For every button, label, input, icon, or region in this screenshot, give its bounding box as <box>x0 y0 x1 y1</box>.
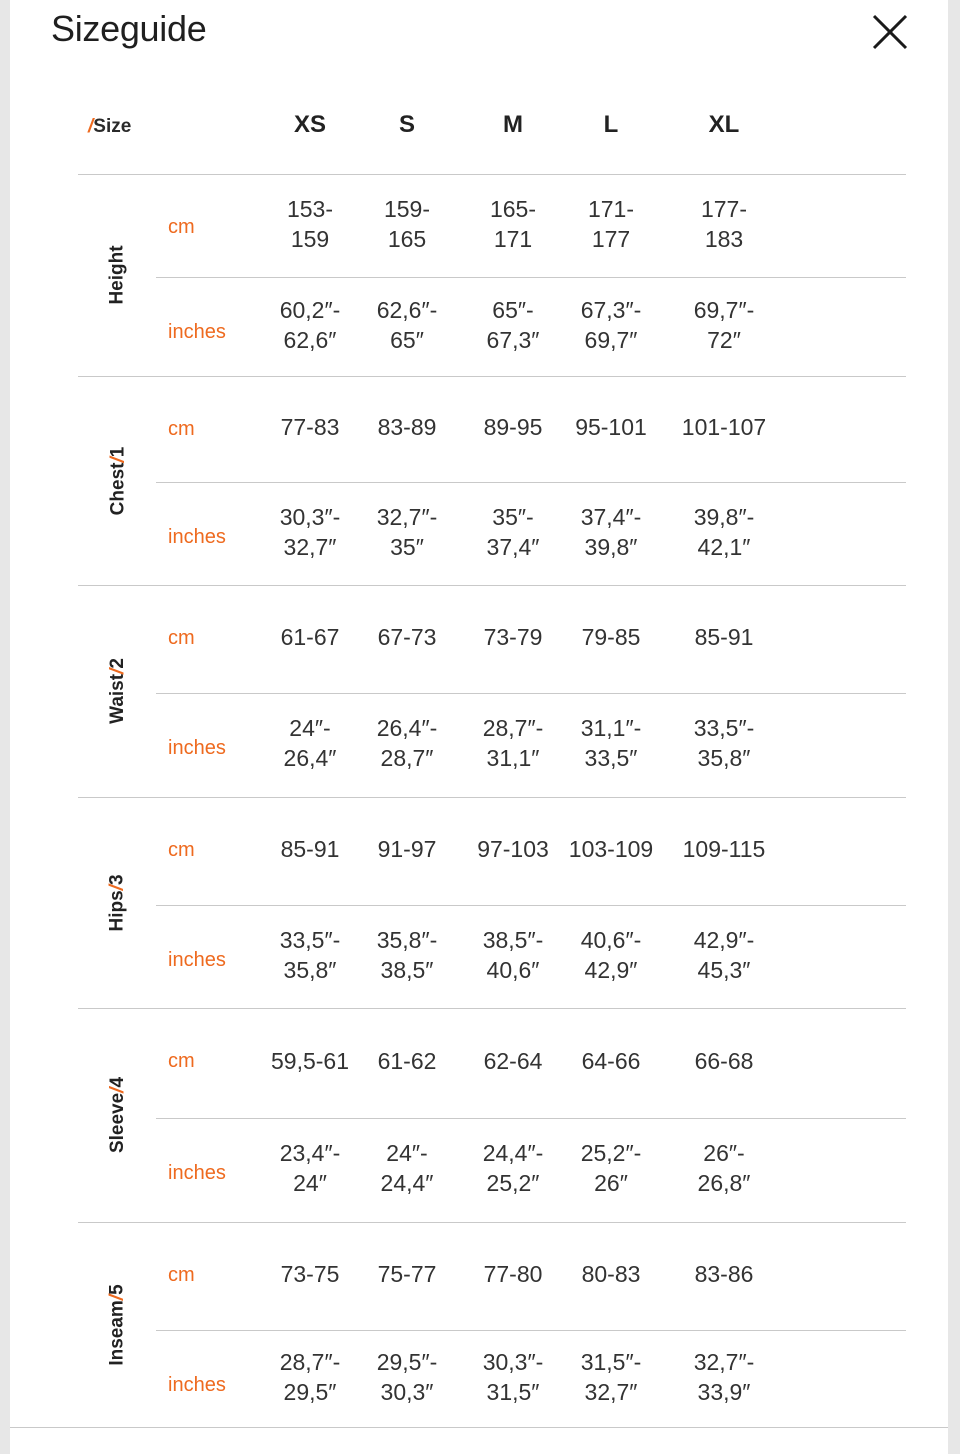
cell-line: 97-103 <box>477 836 549 862</box>
group-divider <box>78 585 906 586</box>
row-divider <box>156 277 906 278</box>
group-name: Height <box>107 245 129 305</box>
table-cell <box>458 1138 568 1198</box>
cell-line: 67,3″- <box>580 296 642 323</box>
cell-line: 61-67 <box>280 624 340 650</box>
cell-line: 101-107 <box>681 414 767 440</box>
table-cell <box>669 502 779 562</box>
group-divider <box>78 1222 906 1223</box>
cell-line: 159- <box>383 195 431 222</box>
cell-line: 35,8″- <box>376 926 438 953</box>
cell-line: 38,5″- <box>482 926 544 953</box>
group-name: Chest <box>107 462 128 515</box>
table-cell <box>556 502 666 562</box>
table-cell <box>669 622 779 652</box>
size-header-xs: XS <box>293 111 326 138</box>
cell-line: 35″ <box>390 533 424 560</box>
table-cell <box>556 1046 666 1076</box>
size-header-l: L <box>603 111 619 138</box>
table-cell <box>255 925 365 985</box>
cell-line: 30,3″- <box>482 1348 544 1375</box>
unit-label-inches: inches <box>168 321 226 343</box>
table-cell <box>458 622 568 652</box>
table-cell <box>352 502 462 562</box>
group-slash: / <box>107 884 129 890</box>
table-cell <box>255 295 365 355</box>
cell-line: 171- <box>587 195 635 222</box>
group-label-sleeve <box>106 1008 130 1222</box>
cell-line: 35,8″ <box>283 956 337 983</box>
cell-line: 31,1″ <box>486 745 540 771</box>
cell-line: 95-101 <box>575 414 647 440</box>
cell-line: 91-97 <box>377 836 437 862</box>
table-cell <box>255 412 365 442</box>
table-cell <box>352 1138 462 1198</box>
cell-line: 32,7″ <box>584 1378 638 1405</box>
group-slash: / <box>107 1294 128 1300</box>
table-cell <box>556 925 666 985</box>
cell-line: 28,7″- <box>279 1348 341 1375</box>
cell-line: 45,3″ <box>697 956 751 983</box>
table-cell <box>255 713 365 773</box>
unit-label-cm: cm <box>168 1264 195 1286</box>
cell-line: 79-85 <box>581 624 641 650</box>
cell-line: 83-86 <box>694 1261 754 1287</box>
table-cell <box>669 295 779 355</box>
cell-line: 65″- <box>492 296 534 323</box>
cell-line: 103-109 <box>568 836 654 862</box>
table-cell <box>556 1347 666 1407</box>
table-cell <box>352 1046 462 1076</box>
cell-line: 30,3″- <box>279 503 341 530</box>
table-cell <box>669 194 779 254</box>
cell-line: 183 <box>704 225 744 252</box>
cell-line: 38,5″ <box>380 956 434 983</box>
cell-line: 40,6″- <box>580 926 642 953</box>
cell-line: 35,8″ <box>697 745 751 771</box>
cell-line: 23,4″- <box>279 1140 341 1166</box>
cell-line: 29,5″- <box>376 1348 438 1375</box>
group-slash: / <box>107 668 129 674</box>
group-name: Sleeve <box>107 1092 128 1154</box>
row-divider <box>156 482 906 483</box>
group-label-inseam <box>106 1222 130 1427</box>
cell-line: 31,1″- <box>580 715 642 741</box>
size-header-m: M <box>503 111 523 138</box>
row-divider <box>156 693 906 694</box>
cell-line: 77-80 <box>483 1261 543 1287</box>
unit-label-cm: cm <box>168 627 195 649</box>
cell-line: 69,7″ <box>584 326 638 353</box>
table-cell <box>255 1347 365 1407</box>
unit-label-inches: inches <box>168 1374 226 1396</box>
cell-line: 64-66 <box>581 1048 641 1074</box>
cell-line: 37,4″- <box>580 503 642 530</box>
table-cell <box>669 1138 779 1198</box>
cell-line: 60,2″- <box>279 296 341 323</box>
table-cell <box>669 412 779 442</box>
table-cell <box>556 622 666 652</box>
table-cell <box>352 713 462 773</box>
table-cell <box>255 834 365 864</box>
table-cell <box>352 1347 462 1407</box>
unit-label-cm: cm <box>168 216 195 238</box>
table-cell <box>556 1138 666 1198</box>
group-number: 1 <box>107 446 128 457</box>
size-column-header <box>88 116 131 138</box>
table-cell <box>458 1046 568 1076</box>
table-divider <box>78 174 906 175</box>
table-cell <box>352 295 462 355</box>
cell-line: 153- <box>286 195 334 222</box>
table-cell <box>255 502 365 562</box>
row-divider <box>156 1330 906 1331</box>
group-number: 5 <box>107 1283 128 1295</box>
cell-line: 39,8″- <box>693 503 755 530</box>
cell-line: 69,7″- <box>693 296 755 323</box>
group-name: Hips <box>107 889 129 932</box>
cell-line: 35″- <box>492 503 534 530</box>
cell-line: 85-91 <box>694 624 754 650</box>
cell-line: 26,4″- <box>376 715 438 741</box>
table-cell <box>458 713 568 773</box>
unit-label-inches: inches <box>168 526 226 548</box>
unit-label-inches: inches <box>168 1162 226 1184</box>
table-cell <box>352 925 462 985</box>
cell-line: 80-83 <box>581 1261 641 1287</box>
group-name: Waist <box>107 673 129 724</box>
cell-line: 25,2″ <box>486 1170 540 1196</box>
cell-line: 24,4″ <box>380 1170 434 1196</box>
table-cell <box>458 502 568 562</box>
group-slash: / <box>107 456 128 463</box>
modal-title: Sizeguide <box>51 8 207 49</box>
cell-line: 109-115 <box>682 836 766 862</box>
cell-line: 67,3″ <box>486 326 540 353</box>
table-cell <box>556 834 666 864</box>
cell-line: 24″ <box>293 1170 327 1196</box>
cell-line: 73-75 <box>280 1261 340 1287</box>
table-cell <box>556 295 666 355</box>
table-cell <box>556 194 666 254</box>
table-cell <box>458 925 568 985</box>
cell-line: 33,5″- <box>279 926 341 953</box>
cell-line: 66-68 <box>694 1048 754 1074</box>
group-number: 4 <box>107 1076 128 1088</box>
group-label-hips <box>106 797 130 1008</box>
cell-line: 37,4″ <box>486 533 540 560</box>
unit-label-cm: cm <box>168 839 195 861</box>
cell-line: 28,7″ <box>380 745 434 771</box>
table-cell <box>352 622 462 652</box>
unit-label-cm: cm <box>168 1050 195 1072</box>
unit-label-inches: inches <box>168 737 226 759</box>
cell-line: 24″- <box>386 1140 428 1166</box>
table-cell <box>458 1259 568 1289</box>
table-cell <box>352 194 462 254</box>
cell-line: 61-62 <box>377 1048 437 1074</box>
cell-line: 39,8″ <box>584 533 638 560</box>
cell-line: 26,8″ <box>697 1170 751 1196</box>
size-header-xl: XL <box>708 111 740 138</box>
cell-line: 62-64 <box>483 1048 543 1074</box>
group-label-chest <box>106 376 130 585</box>
cell-line: 31,5″ <box>486 1378 540 1405</box>
group-slash: / <box>107 1087 128 1093</box>
table-cell <box>255 194 365 254</box>
cell-line: 32,7″- <box>376 503 438 530</box>
cell-line: 62,6″ <box>283 326 337 353</box>
cell-line: 89-95 <box>483 414 543 440</box>
cell-line: 29,5″ <box>283 1378 337 1405</box>
cell-line: 24″- <box>289 715 331 741</box>
cell-line: 171 <box>493 225 533 252</box>
cell-line: 159 <box>290 225 330 252</box>
unit-label-inches: inches <box>168 949 226 971</box>
cell-line: 62,6″- <box>376 296 438 323</box>
close-icon <box>868 10 912 54</box>
cell-line: 177- <box>700 195 748 222</box>
table-cell <box>458 295 568 355</box>
cell-line: 42,1″ <box>697 533 751 560</box>
table-cell <box>255 1138 365 1198</box>
cell-line: 33,5″- <box>693 715 755 741</box>
group-label-height <box>106 174 130 376</box>
sizeguide-modal <box>10 0 948 1454</box>
cell-line: 73-79 <box>483 624 543 650</box>
table-cell <box>352 412 462 442</box>
group-label-waist <box>106 585 130 797</box>
table-cell <box>669 713 779 773</box>
cell-line: 40,6″ <box>486 956 540 983</box>
table-cell <box>458 834 568 864</box>
cell-line: 24,4″- <box>482 1140 544 1166</box>
table-cell <box>255 1259 365 1289</box>
cell-line: 59,5-61 <box>270 1048 349 1074</box>
cell-line: 28,7″- <box>482 715 544 741</box>
cell-line: 65″ <box>390 326 424 353</box>
table-cell <box>458 1347 568 1407</box>
cell-line: 26″ <box>594 1170 628 1196</box>
cell-line: 33,9″ <box>697 1378 751 1405</box>
cell-line: 32,7″ <box>283 533 337 560</box>
cell-line: 67-73 <box>377 624 437 650</box>
cell-line: 25,2″- <box>580 1140 642 1166</box>
table-cell <box>556 412 666 442</box>
cell-line: 165 <box>387 225 427 252</box>
table-cell <box>458 194 568 254</box>
unit-label-cm: cm <box>168 418 195 440</box>
cell-line: 177 <box>591 225 631 252</box>
group-number: 3 <box>107 873 129 885</box>
cell-line: 72″ <box>707 326 741 353</box>
header-slash: / <box>88 116 94 137</box>
table-cell <box>458 412 568 442</box>
cell-line: 42,9″ <box>584 956 638 983</box>
table-cell <box>255 1046 365 1076</box>
group-name: Inseam <box>107 1299 128 1366</box>
cell-line: 26,4″ <box>283 745 337 771</box>
table-cell <box>669 1259 779 1289</box>
cell-line: 30,3″ <box>380 1378 434 1405</box>
group-divider <box>10 1427 948 1428</box>
table-cell <box>669 1347 779 1407</box>
cell-line: 32,7″- <box>693 1348 755 1375</box>
table-cell <box>255 622 365 652</box>
row-divider <box>156 1118 906 1119</box>
row-divider <box>156 905 906 906</box>
group-number: 2 <box>107 658 129 669</box>
close-button[interactable] <box>868 10 912 54</box>
table-cell <box>669 834 779 864</box>
cell-line: 31,5″- <box>580 1348 642 1375</box>
size-header-s: S <box>398 111 415 138</box>
cell-line: 77-83 <box>280 414 340 440</box>
group-divider <box>78 797 906 798</box>
table-cell <box>556 1259 666 1289</box>
cell-line: 75-77 <box>377 1261 437 1287</box>
table-cell <box>352 834 462 864</box>
cell-line: 33,5″ <box>584 745 638 771</box>
cell-line: 42,9″- <box>693 926 755 953</box>
group-divider <box>78 1008 906 1009</box>
table-cell <box>352 1259 462 1289</box>
group-divider <box>78 376 906 377</box>
header-size-label: Size <box>93 116 132 137</box>
cell-line: 83-89 <box>377 414 437 440</box>
table-cell <box>669 925 779 985</box>
table-cell <box>556 713 666 773</box>
cell-line: 26″- <box>703 1140 745 1166</box>
cell-line: 85-91 <box>280 836 340 862</box>
cell-line: 165- <box>489 195 537 222</box>
table-cell <box>669 1046 779 1076</box>
